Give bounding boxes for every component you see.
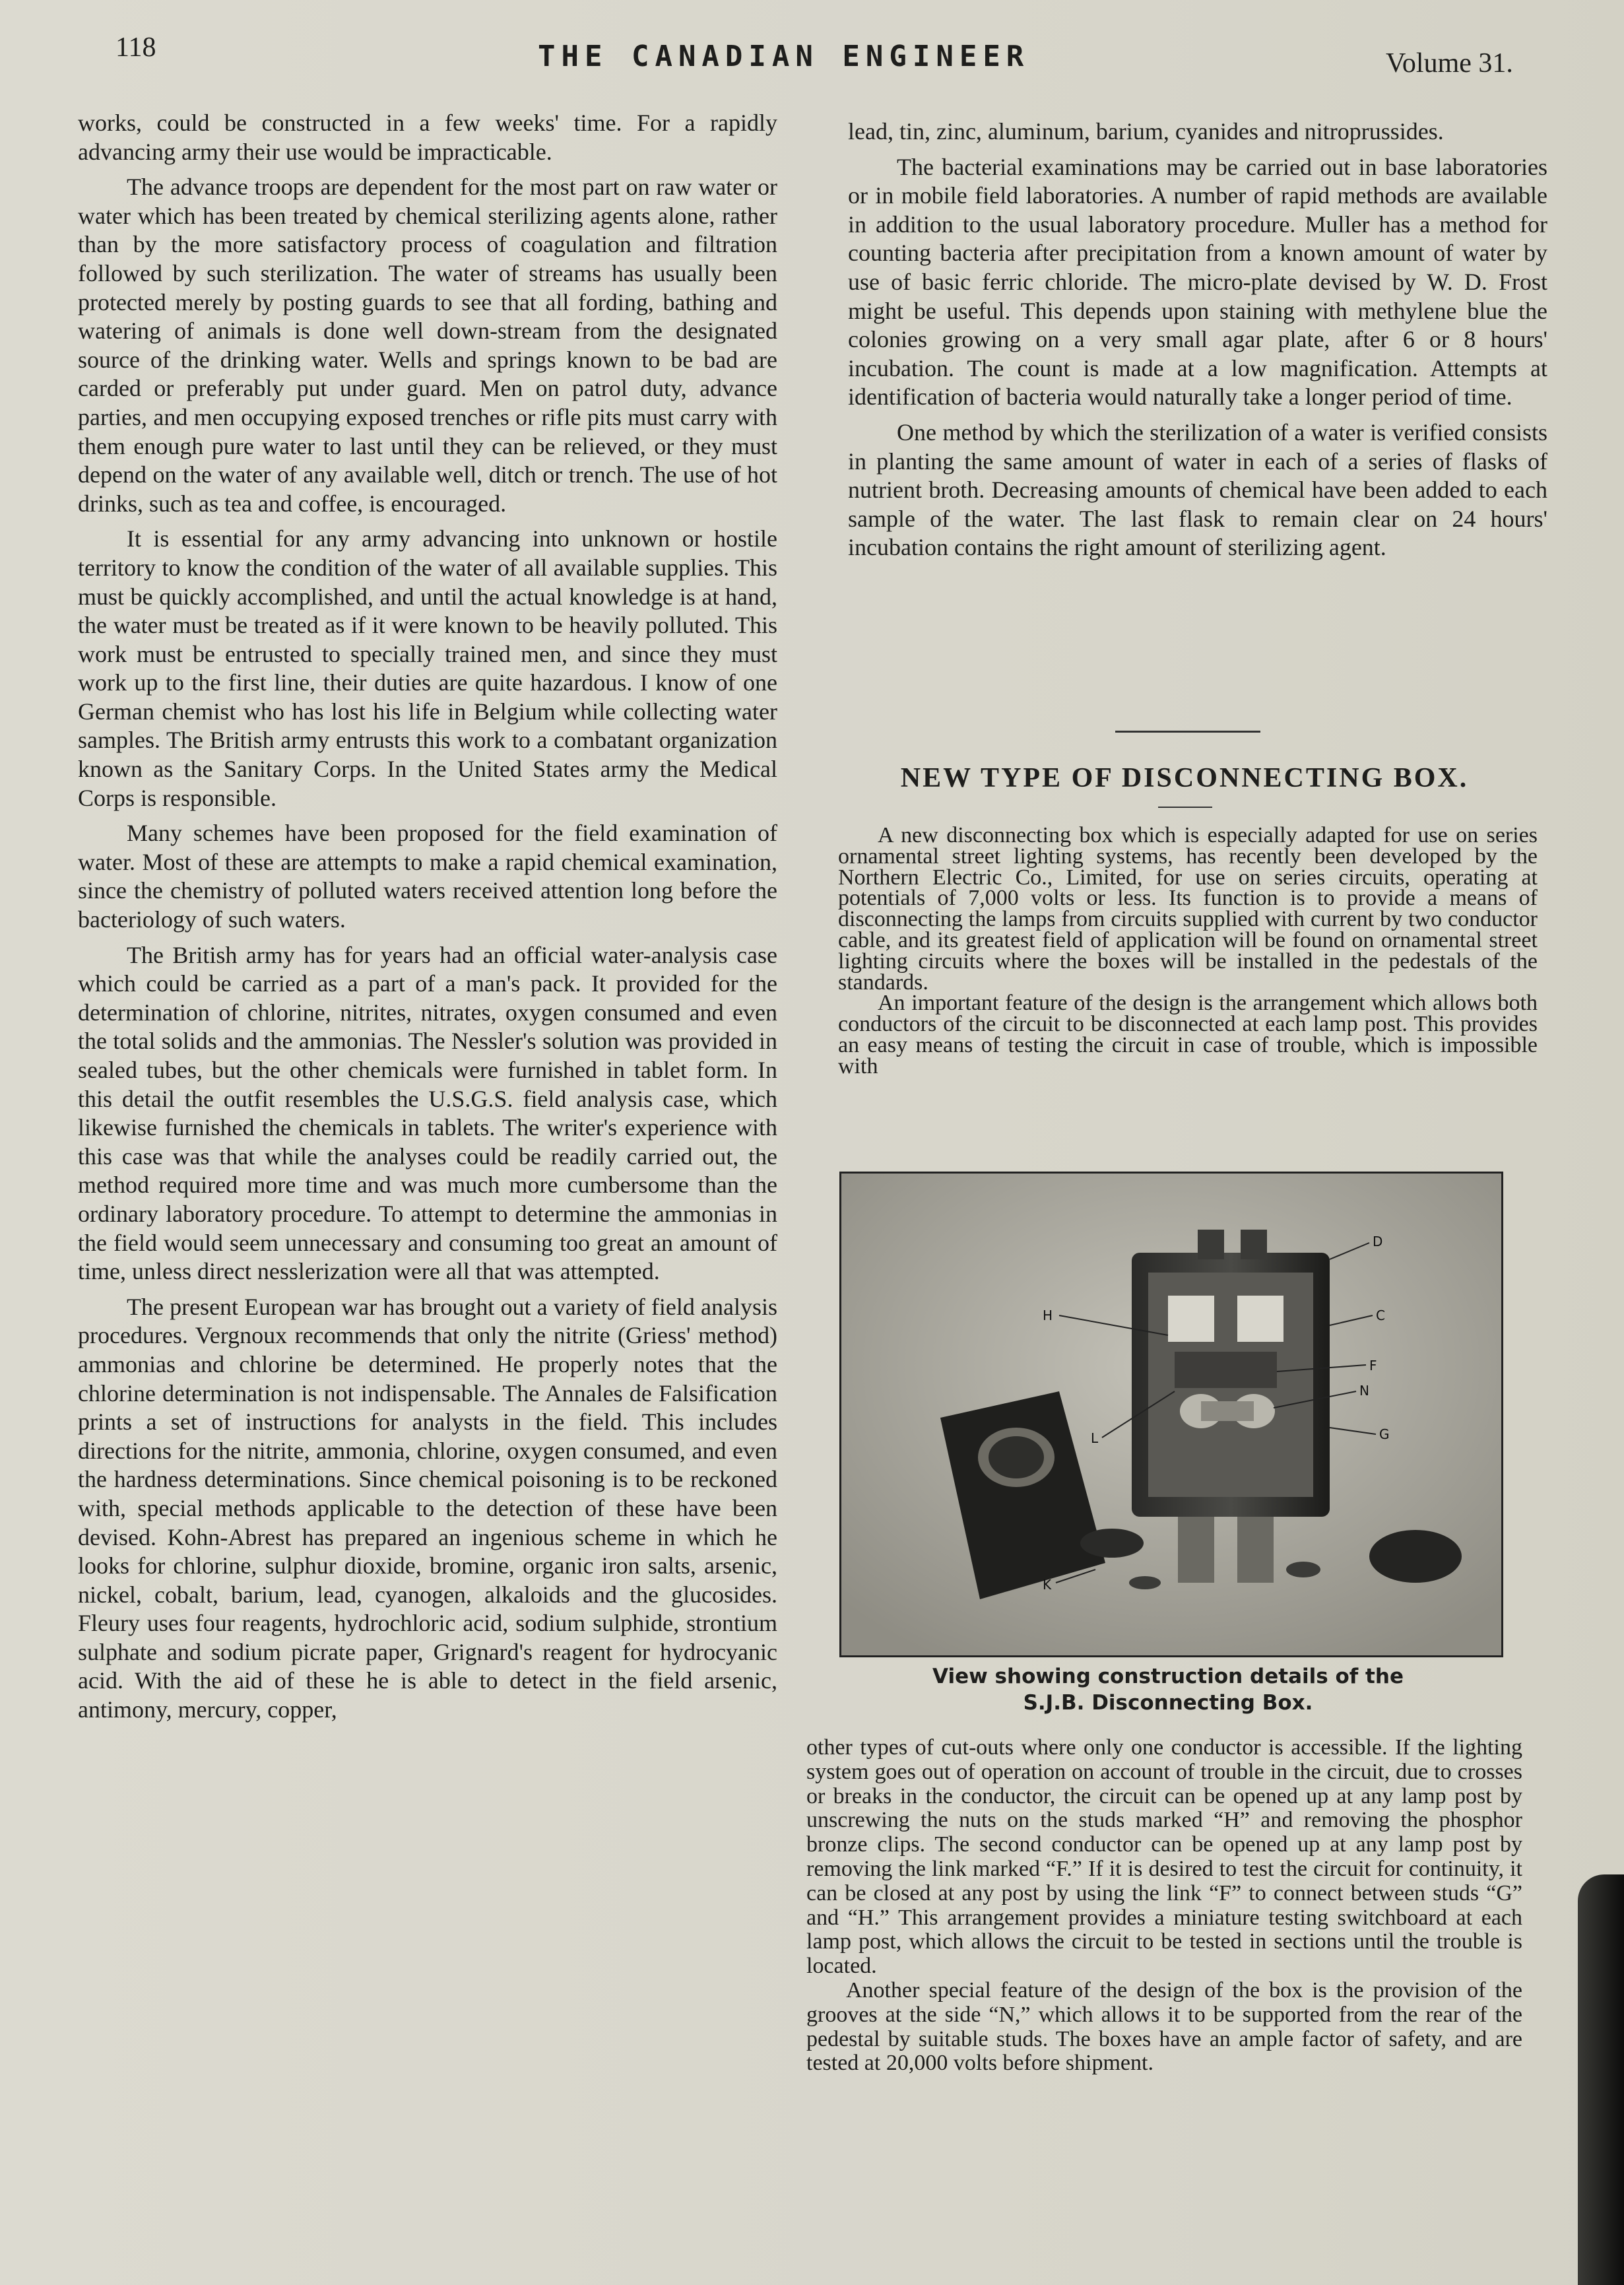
paragraph: The advance troops are dependent for the most part on raw water or water which has been treated by chemical sterilizing agents alone, rather than by the more satisfactory process of coagulation and filtration followed by such sterilization. The water of streams has usually been protected merely by posting guards to see that all fording, bathing and watering of animals is done well down-stream from the designated source of the drinking water. Wells and springs known to be bad are carded or preferably put under guard. Men on patrol duty, advance parties, and men occupying exposed trenches or rifle pits must carry with them enough pure water to last until they can be relieved, or they must depend on the water of any available well, ditch or trench. The use of hot drinks, such as tea and coffee, is encouraged.: [78, 174, 777, 517]
figure-label-h: H: [1043, 1308, 1053, 1323]
paragraph: Many schemes have been proposed for the field examination of water. Most of these are attempts to make a rapid chemical examination, since the chemistry of polluted waters received attention long before the bacteriology of such waters.: [78, 820, 777, 933]
caption-line: View showing construction details of the: [932, 1665, 1404, 1688]
paragraph: One method by which the sterilization of a water is verified consists in planting the same amount of water in each of a series of flasks of nutrient broth. Decreasing amounts of chemical have been added to each sample of the water. The last flask to remain clear on 24 hours' incubation contains the right amount of sterilizing agent.: [848, 418, 1547, 561]
figure-label-n: N: [1359, 1383, 1369, 1399]
right-column-top: [848, 117, 1547, 562]
paragraph: Another special feature of the design of the box is the provision of the grooves at the side “N,” which allows it to be supported from the rear of the pedestal by suitable studs. The boxes have an ample factor of safety, and are tested at 20,000 volts before shipment.: [806, 1977, 1522, 2076]
left-column: [78, 109, 777, 1725]
paragraph: The present European war has brought out a variety of field analysis procedures. Vergnoux recommends that only the nitrite (Griess' method) ammonias and chlorine be determined. He properly notes that the chlorine determination is not indispensable. The Annales de Falsification prints a set of instructions for analysts in the field. This includes directions for the nitrite, ammonia, chlorine, oxygen consumed, and even the hardness determinations. Since chemical poisoning is to be reckoned with, special methods applicable to the detection of these have been devised. Kohn-Abrest has prepared an ingenious scheme in which he looks for chlorine, sulphur dioxide, bromine, organic iron salts, arsenic, nickel, cobalt, barium, lead, cyanogen, alkaloids and the glucosides. Fleury uses four reagents, hydrochloric acid, sodium sulphide, strontium sulphate and sodium picrate paper, Grignard's reagent for hydrocyanic acid. With the aid of these he is able to detect in the field arsenic, antimony, mercury, copper,: [78, 1293, 777, 1723]
page-binding-shadow: [1578, 1874, 1624, 2285]
paragraph: It is essential for any army advancing into unknown or hostile territory to know the condition of the water of all available supplies. This must be quickly accomplished, and until the actual knowledge is at hand, the water must be treated as if it were known to be heavily polluted. This work must be entrusted to specially trained men, and since they must work up to the first line, their duties are quite hazardous. I know of one German chemist who has lost his life in Belgium while collecting water samples. The British army entrusts this work to a combatant organization known as the Sanitary Corps. In the United States army the Medical Corps is responsible.: [78, 525, 777, 811]
article-continuation: [806, 1736, 1522, 2076]
figure-label-k: K: [1043, 1577, 1052, 1593]
paragraph: lead, tin, zinc, aluminum, barium, cyanides and nitroprussides.: [848, 118, 1444, 145]
disconnecting-box-photo: [839, 1172, 1503, 1657]
figure-label-g: G: [1379, 1426, 1390, 1442]
paragraph: other types of cut-outs where only one conductor is accessible. If the lighting system goes out of operation on account of trouble in the circuit, due to crosses or breaks in the conductor, the circuit can be opened up at any lamp post by unscrewing the nuts on the studs marked “H” and removing the phosphor bronze clips. The second conductor can be opened up at any lamp post by removing the link marked “F.” If it is desired to test the circuit for continuity, it can be closed at any post by using the link “F” to connect between studs “G” and “H.” This arrangement provides a miniature testing switchboard at each lamp post, which allows the circuit to be tested in sections until the trouble is located.: [806, 1735, 1522, 1979]
paragraph: The bacterial examinations may be carried out in base laboratories or in mobile field laboratories. A number of rapid methods are available in addition to the usual laboratory procedure. Muller has a method for counting bacteria after precipitation from a known amount of water by use of basic ferric chloride. The micro-plate devised by W. D. Frost might be useful. This depends upon staining with methylene blue the colonies growing on a very small agar plate, after 6 or 8 hours' incubation. The count is made at a low magnification. Attempts at identification of bacteria would naturally take a longer period of time.: [848, 153, 1547, 411]
section-divider: [1115, 731, 1260, 733]
caption-line: S.J.B. Disconnecting Box.: [1023, 1691, 1313, 1715]
journal-title: THE CANADIAN ENGINEER: [538, 40, 1030, 73]
figure-label-c: C: [1376, 1308, 1385, 1323]
paragraph: works, could be constructed in a few weeks' time. For a rapidly advancing army their use would be impracticable.: [78, 110, 777, 165]
paragraph: A new disconnecting box which is especially adapted for use on series ornamental street lighting systems, has recently been developed by the Northern Electric Co., Limited, for use on series circuits, operating at potentials of 7,000 volts or less. Its function is to provide a means of disconnecting the lamps from circuits supplied with current by two conductor cable, and its greatest field of application will be found on ornamental street lighting circuits where the boxes will be installed in the pedestals of the standards.: [838, 823, 1538, 995]
paragraph: An important feature of the design is the arrangement which allows both conductors of the circuit to be disconnected at each lamp post. This provides an easy means of testing the circuit in case of trouble, which is impossible with: [838, 991, 1538, 1078]
figure-label-l: L: [1091, 1430, 1099, 1446]
article-title: NEW TYPE OF DISCONNECTING BOX.: [900, 763, 1469, 793]
figure-label-d: D: [1373, 1234, 1383, 1249]
volume-label: Volume 31.: [1386, 48, 1513, 79]
figure-label-f: F: [1369, 1358, 1377, 1374]
figure-caption: [838, 1663, 1498, 1716]
paragraph: The British army has for years had an official water-analysis case which could be carried as a part of a man's pack. It provided for the determination of chlorine, nitrites, nitrates, oxygen consumed and even the total solids and the ammonias. The Nessler's solution was provided in sealed tubes, but the other chemicals were furnished in tablet form. In this detail the outfit resembles the U.S.G.S. field analysis case, which likewise furnished the chemicals in tablets. The writer's experience with this case was that while the analyses could be readily carried out, the method required more time and was much more cumbersome than the ordinary laboratory procedure. To attempt to determine the ammonias in the field would seem unnecessary and consuming too great an amount of time, unless direct nesslerization were all that was attempted.: [78, 941, 777, 1285]
page-number: 118: [115, 32, 156, 63]
article-intro: [838, 825, 1538, 1077]
photo-illustration: [841, 1174, 1501, 1655]
title-rule: [1158, 807, 1212, 808]
